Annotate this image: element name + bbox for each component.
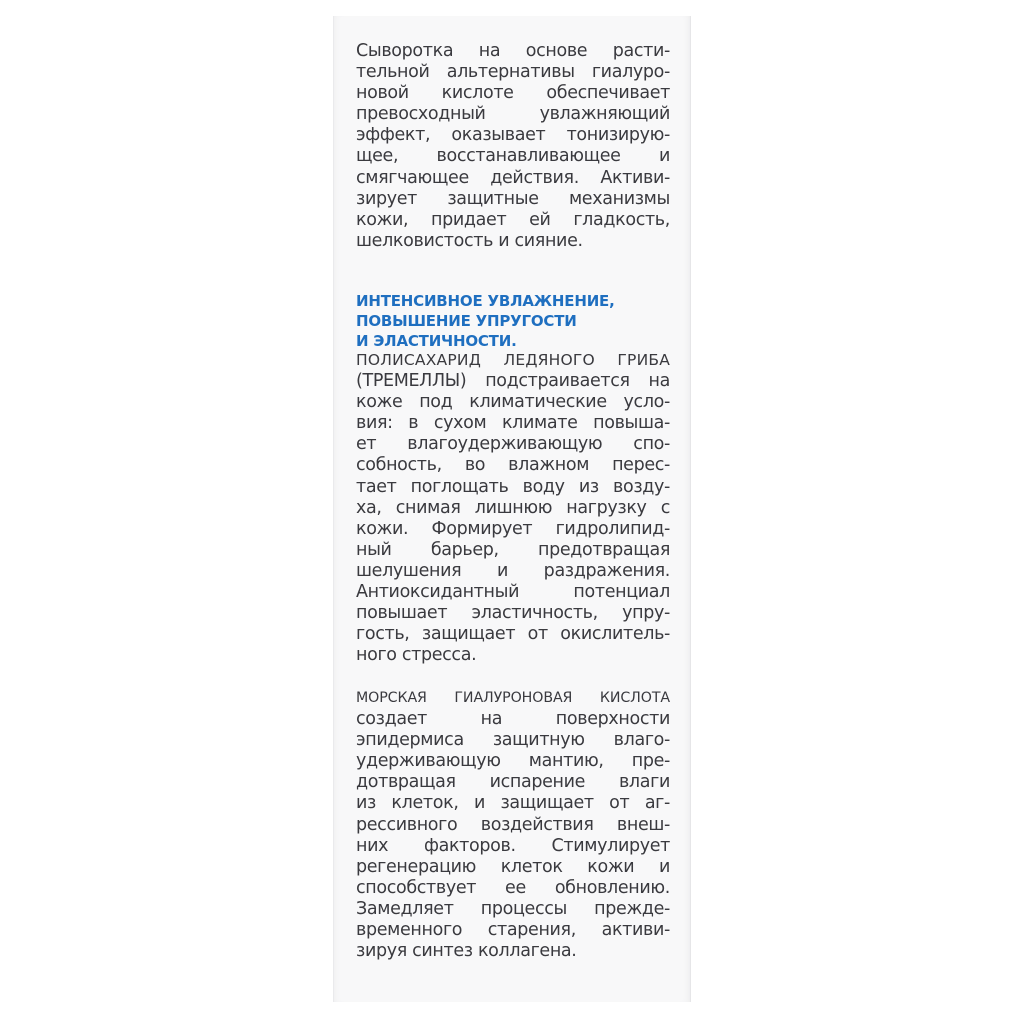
text-line: дотвращая испарение влаги [356, 772, 670, 793]
text-line: временного старения, активи- [356, 920, 670, 941]
text-line: рессивного воздействия внеш- [356, 814, 670, 835]
text-line: зируя синтез коллагена. [356, 941, 577, 962]
text-line: кожи. Формирует гидролипид- [356, 518, 670, 539]
text-line: эффект, оказывает тонизирую- [356, 125, 670, 146]
text-line: Сыворотка на основе расти- [356, 41, 670, 61]
ingredient-title: ПОЛИСАХАРИД ЛЕДЯНОГО ГРИБА [356, 351, 670, 369]
text-line: Антиоксидантный потенциал [356, 582, 670, 603]
text-line: вия: в сухом климате повыша- [356, 413, 670, 434]
section-heading [356, 291, 670, 351]
text-line: Замедляет процессы прежде- [356, 898, 670, 919]
text-line: способствует ее обновлению. [356, 877, 670, 898]
text-line: (ТРЕМЕЛЛЫ) подстраивается на [356, 371, 670, 392]
text-line: коже под климатические усло- [356, 392, 670, 413]
text-line: шелушения и раздражения. [356, 560, 670, 581]
text-line: кожи, придает ей гладкость, [356, 209, 670, 230]
text-line: ха, снимая лишнюю нагрузку с [356, 497, 670, 518]
text-line: гость, защищает от окислитель- [356, 624, 670, 645]
marine-paragraph [356, 688, 670, 962]
heading-line: ИНТЕНСИВНОЕ УВЛАЖНЕНИЕ, [356, 292, 615, 310]
text-line: новой кислоте обеспечивает [356, 83, 670, 104]
text-line: регенерацию клеток кожи и [356, 856, 670, 877]
heading-line: И ЭЛАСТИЧНОСТИ. [356, 332, 517, 350]
text-line: щее, восстанавливающее и [356, 146, 670, 167]
heading-line: ПОВЫШЕНИЕ УПРУГОСТИ [356, 312, 577, 330]
text-line: собность, во влажном перес- [356, 455, 670, 476]
text-line: удерживающую мантию, пре- [356, 751, 670, 772]
text-line: повышает эластичность, упру- [356, 603, 670, 624]
text-line: зирует защитные механизмы [356, 188, 670, 209]
text-line: шелковистость и сияние. [356, 230, 583, 251]
intro-paragraph [356, 41, 670, 252]
text-line: ного стресса. [356, 645, 477, 666]
text-line: превосходный увлажняющий [356, 104, 670, 125]
text-line: эпидермиса защитную влаго- [356, 730, 670, 751]
text-line: ет влагоудерживающую спо- [356, 434, 670, 455]
text-line: из клеток, и защищает от аг- [356, 793, 670, 814]
text-line: тает поглощать воду из возду- [356, 476, 670, 497]
tremella-paragraph [356, 350, 670, 666]
text-line: них факторов. Стимулирует [356, 835, 670, 856]
text-line: смягчающее действия. Активи- [356, 167, 670, 188]
text-line: ный барьер, предотвращая [356, 539, 670, 560]
text-line: создает на поверхности [356, 709, 670, 730]
ingredient-title: МОРСКАЯ ГИАЛУРОНОВАЯ КИСЛОТА [356, 690, 670, 706]
text-line: тельной альтернативы гиалуро- [356, 62, 670, 83]
